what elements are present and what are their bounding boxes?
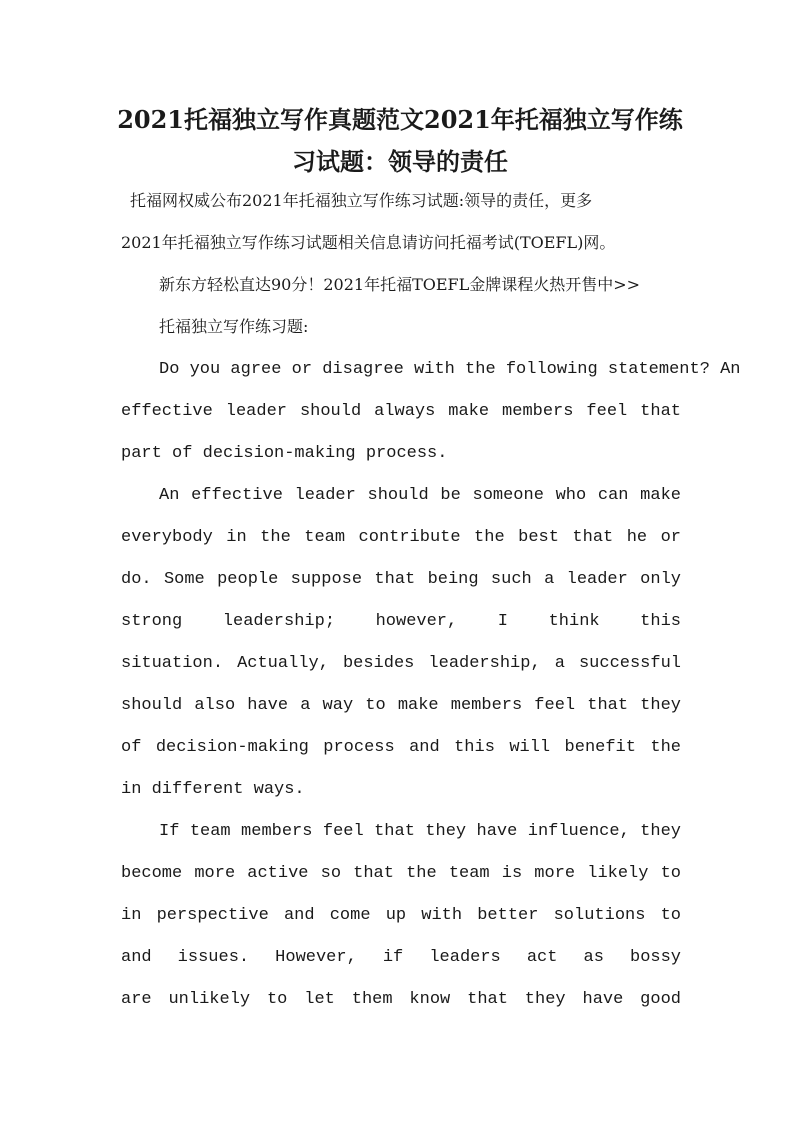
prompt-line: Do you agree or disagree with the following statement? An bbox=[159, 360, 741, 379]
exercise-heading: 托福独立写作练习题: bbox=[159, 317, 309, 336]
essay-line: of decision-making process and this will benefit the bbox=[121, 738, 681, 757]
essay-line: do. Some people suppose that being such a leader only bbox=[121, 570, 681, 589]
intro-line-2: 2021年托福独立写作练习试题相关信息请访问托福考试(TOEFL)网。 bbox=[121, 233, 616, 252]
promo-link[interactable]: 新东方轻松直达90分！2021年托福TOEFL金牌课程火热开售中>> bbox=[159, 275, 641, 294]
essay-line: in perspective and come up with better solutions to bbox=[121, 906, 681, 925]
document-title-line-1: 2021托福独立写作真题范文2021年托福独立写作练 bbox=[117, 105, 683, 134]
prompt-line: effective leader should always make members feel that bbox=[121, 402, 681, 421]
document-title-line-2: 习试题：领导的责任 bbox=[292, 147, 508, 176]
intro-line-1: 托福网权威公布2021年托福独立写作练习试题:领导的责任，更多 bbox=[130, 191, 593, 210]
essay-line: situation. Actually, besides leadership, a successful bbox=[121, 654, 681, 673]
essay-line: in different ways. bbox=[121, 780, 305, 799]
essay-line: strong leadership; however, I think this bbox=[121, 612, 681, 631]
essay-line: If team members feel that they have influence, they bbox=[159, 822, 681, 841]
essay-line: become more active so that the team is more likely to bbox=[121, 864, 681, 883]
essay-line: should also have a way to make members feel that they bbox=[121, 696, 681, 715]
essay-line: and issues. However, if leaders act as bossy bbox=[121, 948, 681, 967]
prompt-line: part of decision-making process. bbox=[121, 444, 448, 463]
essay-line: are unlikely to let them know that they have good bbox=[121, 990, 681, 1009]
essay-line: everybody in the team contribute the best that he or bbox=[121, 528, 681, 547]
essay-line: An effective leader should be someone who can make bbox=[159, 486, 681, 505]
